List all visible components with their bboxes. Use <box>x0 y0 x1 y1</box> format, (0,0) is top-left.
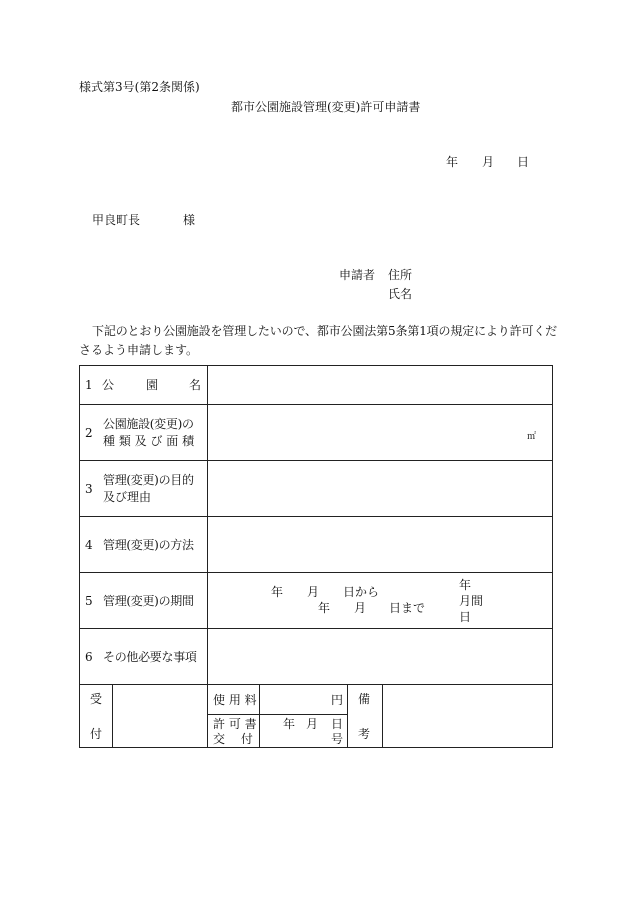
date-month: 月 <box>482 155 495 169</box>
row-1-label-char-2: 園 <box>146 378 159 392</box>
form-number: 様式第3号(第2条関係) <box>79 80 200 94</box>
row-5-number: 5 <box>85 594 93 608</box>
body-text-line-1: 下記のとおり公園施設を管理したいので、都市公園法第5条第1項の規定により許可くだ <box>92 324 558 338</box>
period-to-day: 日まで <box>389 601 426 615</box>
area-unit: ㎡ <box>527 432 537 442</box>
reception-char-1: 受 <box>90 692 103 706</box>
period-from-month: 月 <box>307 585 320 599</box>
permit-day: 日 <box>331 717 344 731</box>
addressee-honorific: 様 <box>183 213 196 227</box>
row-3-label-line-2: 及び理由 <box>103 490 152 504</box>
row-4-number: 4 <box>85 538 93 552</box>
form-title: 都市公園施設管理(変更)許可申請書 <box>231 100 421 114</box>
period-from-year: 年 <box>271 585 284 599</box>
period-to-year: 年 <box>318 601 331 615</box>
applicant-name-label: 氏名 <box>388 287 413 301</box>
date-year: 年 <box>446 155 459 169</box>
period-from-day: 日から <box>343 585 380 599</box>
reception-char-2: 付 <box>90 727 103 741</box>
row-1-number: 1 <box>85 378 93 392</box>
permit-issue-label-1: 許 可 書 <box>213 717 257 731</box>
date-day: 日 <box>517 155 530 169</box>
addressee-office: 甲良町長 <box>92 213 141 227</box>
row-6-label: その他必要な事項 <box>103 650 197 664</box>
yen-unit: 円 <box>331 693 344 707</box>
row-3-number: 3 <box>85 482 93 496</box>
row-3-label-line-1: 管理(変更)の目的 <box>103 473 194 487</box>
row-1-label-char-1: 公 <box>102 378 115 392</box>
body-text-line-2: さるよう申請します。 <box>79 343 199 357</box>
row-2-label-line-2: 種 類 及 び 面 積 <box>103 434 195 448</box>
remarks-char-1: 備 <box>358 692 371 706</box>
permit-month: 月 <box>306 717 319 731</box>
row-1-label-char-3: 名 <box>189 378 202 392</box>
remarks-char-2: 考 <box>358 727 371 741</box>
usage-fee-label: 使 用 料 <box>213 693 257 707</box>
permit-number-unit: 号 <box>331 732 344 746</box>
period-to-month: 月 <box>354 601 367 615</box>
row-2-number: 2 <box>85 426 93 440</box>
row-4-label: 管理(変更)の方法 <box>103 538 194 552</box>
applicant-label: 申請者 <box>339 268 376 282</box>
applicant-address-label: 住所 <box>388 268 413 282</box>
duration-day: 日 <box>459 610 472 624</box>
row-2-label-line-1: 公園施設(変更)の <box>103 417 194 431</box>
duration-month: 月間 <box>459 594 484 608</box>
row-6-number: 6 <box>85 650 93 664</box>
duration-year: 年 <box>459 578 472 592</box>
permit-issue-label-2: 交 付 <box>213 732 253 746</box>
permit-year: 年 <box>283 717 296 731</box>
row-5-label: 管理(変更)の期間 <box>103 594 194 608</box>
